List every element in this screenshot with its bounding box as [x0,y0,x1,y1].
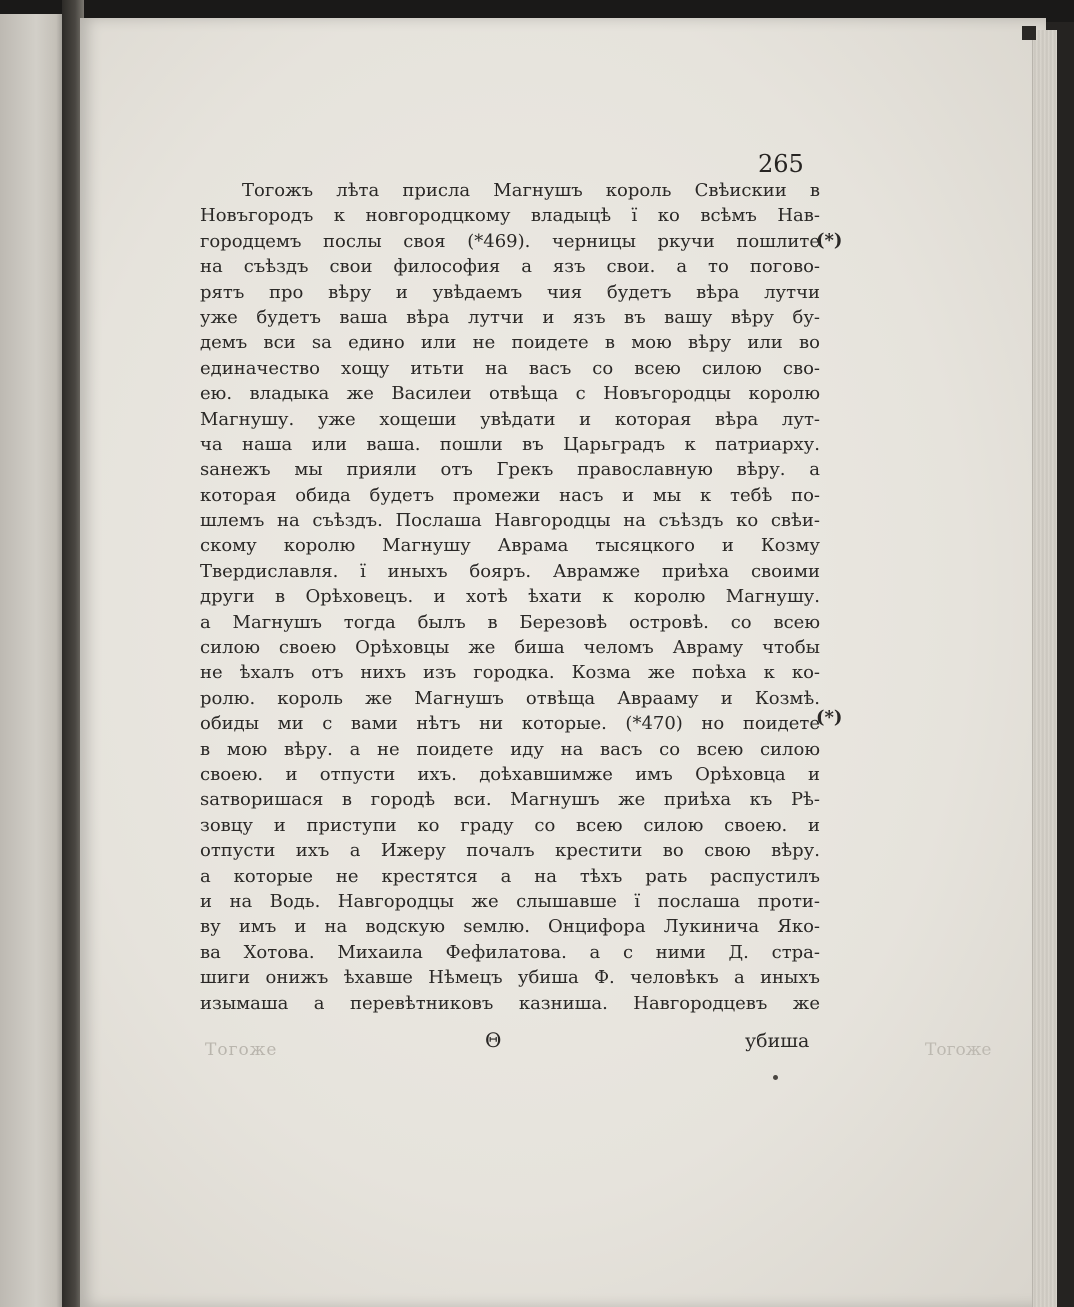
page-text-block [200,178,820,1016]
text-line: рятъ про вѣру и увѣдаемъ чия будетъ вѣра лутчи [200,281,820,303]
text-line: а которые не крестятся а на тѣхъ рать распустилъ [200,865,820,887]
text-line: городцемъ послы своя (*469). черницы ркучи пошлите [200,230,820,252]
text-line: ею. владыка же Василеи отвѣща с Новъгородцы королю [200,383,820,405]
text-line: демъ вси ѕа едино или не поидете в мою вѣру или во [200,332,820,354]
text-line: ѕанежъ мы прияли отъ Грекъ православную вѣру. а [200,459,820,481]
text-line: ролю. король же Магнушъ отвѣща Аврааму и Козмѣ. [200,687,820,709]
text-line: шиги онижъ ѣхавше Нѣмецъ убиша Ф. человѣкъ а иныхъ [200,967,820,989]
previous-page-edge [0,14,66,1307]
text-line: а Магнушъ тогда былъ в Березовѣ островѣ. со всею [200,611,820,633]
corner-clip [1022,26,1036,40]
text-line: не ѣхалъ отъ нихъ изъ городка. Козма же поѣха к ко- [200,662,820,684]
ink-speck [773,1075,778,1080]
text-line: силою своею Орѣховцы же биша челомъ Авраму чтобы [200,637,820,659]
show-through-text: Тогоже [925,1040,992,1060]
page-stack-edge [1032,30,1057,1307]
footnote-marker: (*) [816,230,843,251]
text-line: ва Хотова. Михаила Фефилатова. а с ними Д. стра- [200,941,820,963]
text-line: и на Водь. Навгородцы же слышавше ї послаша проти- [200,890,820,912]
text-line: на съѣздъ свои философия а язъ свои. а то погово- [200,256,820,278]
show-through-text: Тогоже [205,1040,278,1060]
text-line: в мою вѣру. а не поидете иду на васъ со всею силою [200,738,820,760]
text-line: зовцу и приступи ко граду со всею силою своею. и [200,814,820,836]
text-line: други в Орѣховецъ. и хотѣ ѣхати к королю Магнушу. [200,586,820,608]
catchword: убиша [745,1030,810,1052]
text-line: ѕатворишася в городѣ вси. Магнушъ же приѣха къ Рѣ- [200,789,820,811]
text-line: ву имъ и на водскую ѕемлю. Онцифора Лукинича Яко- [200,916,820,938]
text-line: единачество хощу итьти на васъ со всею силою сво- [200,357,820,379]
text-line: шлемъ на съѣздъ. Послаша Навгородцы на съѣздъ ко свѣи- [200,510,820,532]
text-line: уже будетъ ваша вѣра лутчи и язъ въ вашу вѣру бу- [200,306,820,328]
text-line: своею. и отпусти ихъ. доѣхавшимже имъ Орѣховца и [200,763,820,785]
text-line: Тогожъ лѣта присла Магнушъ король Свѣискии в [242,180,820,201]
text-line: ча наша или ваша. пошли въ Царьградъ к патриарху. [200,433,820,455]
text-line: отпусти ихъ а Ижеру почалъ крестити во свою вѣру. [200,840,820,862]
text-line: обиды ми с вами нѣтъ ни которые. (*470) но поидете [200,713,820,735]
page-number: 265 [758,150,804,178]
text-line: Новъгородъ к новгородцкому владыцѣ ї ко всѣмъ Нав- [200,205,820,227]
text-line: Магнушу. уже хощеши увѣдати и которая вѣра лут- [200,408,820,430]
footnote-marker: (*) [816,707,843,728]
text-line: Твердиславля. ї иныхъ бояръ. Аврамже приѣха своими [200,560,820,582]
text-line: которая обида будетъ промежи насъ и мы к тебѣ по- [200,484,820,506]
text-line: изымаша а перевѣтниковъ казниша. Навгородцевъ же [200,992,820,1014]
signature-mark: Θ [485,1028,502,1052]
text-line: скому королю Магнушу Аврама тысяцкого и Козму [200,535,820,557]
